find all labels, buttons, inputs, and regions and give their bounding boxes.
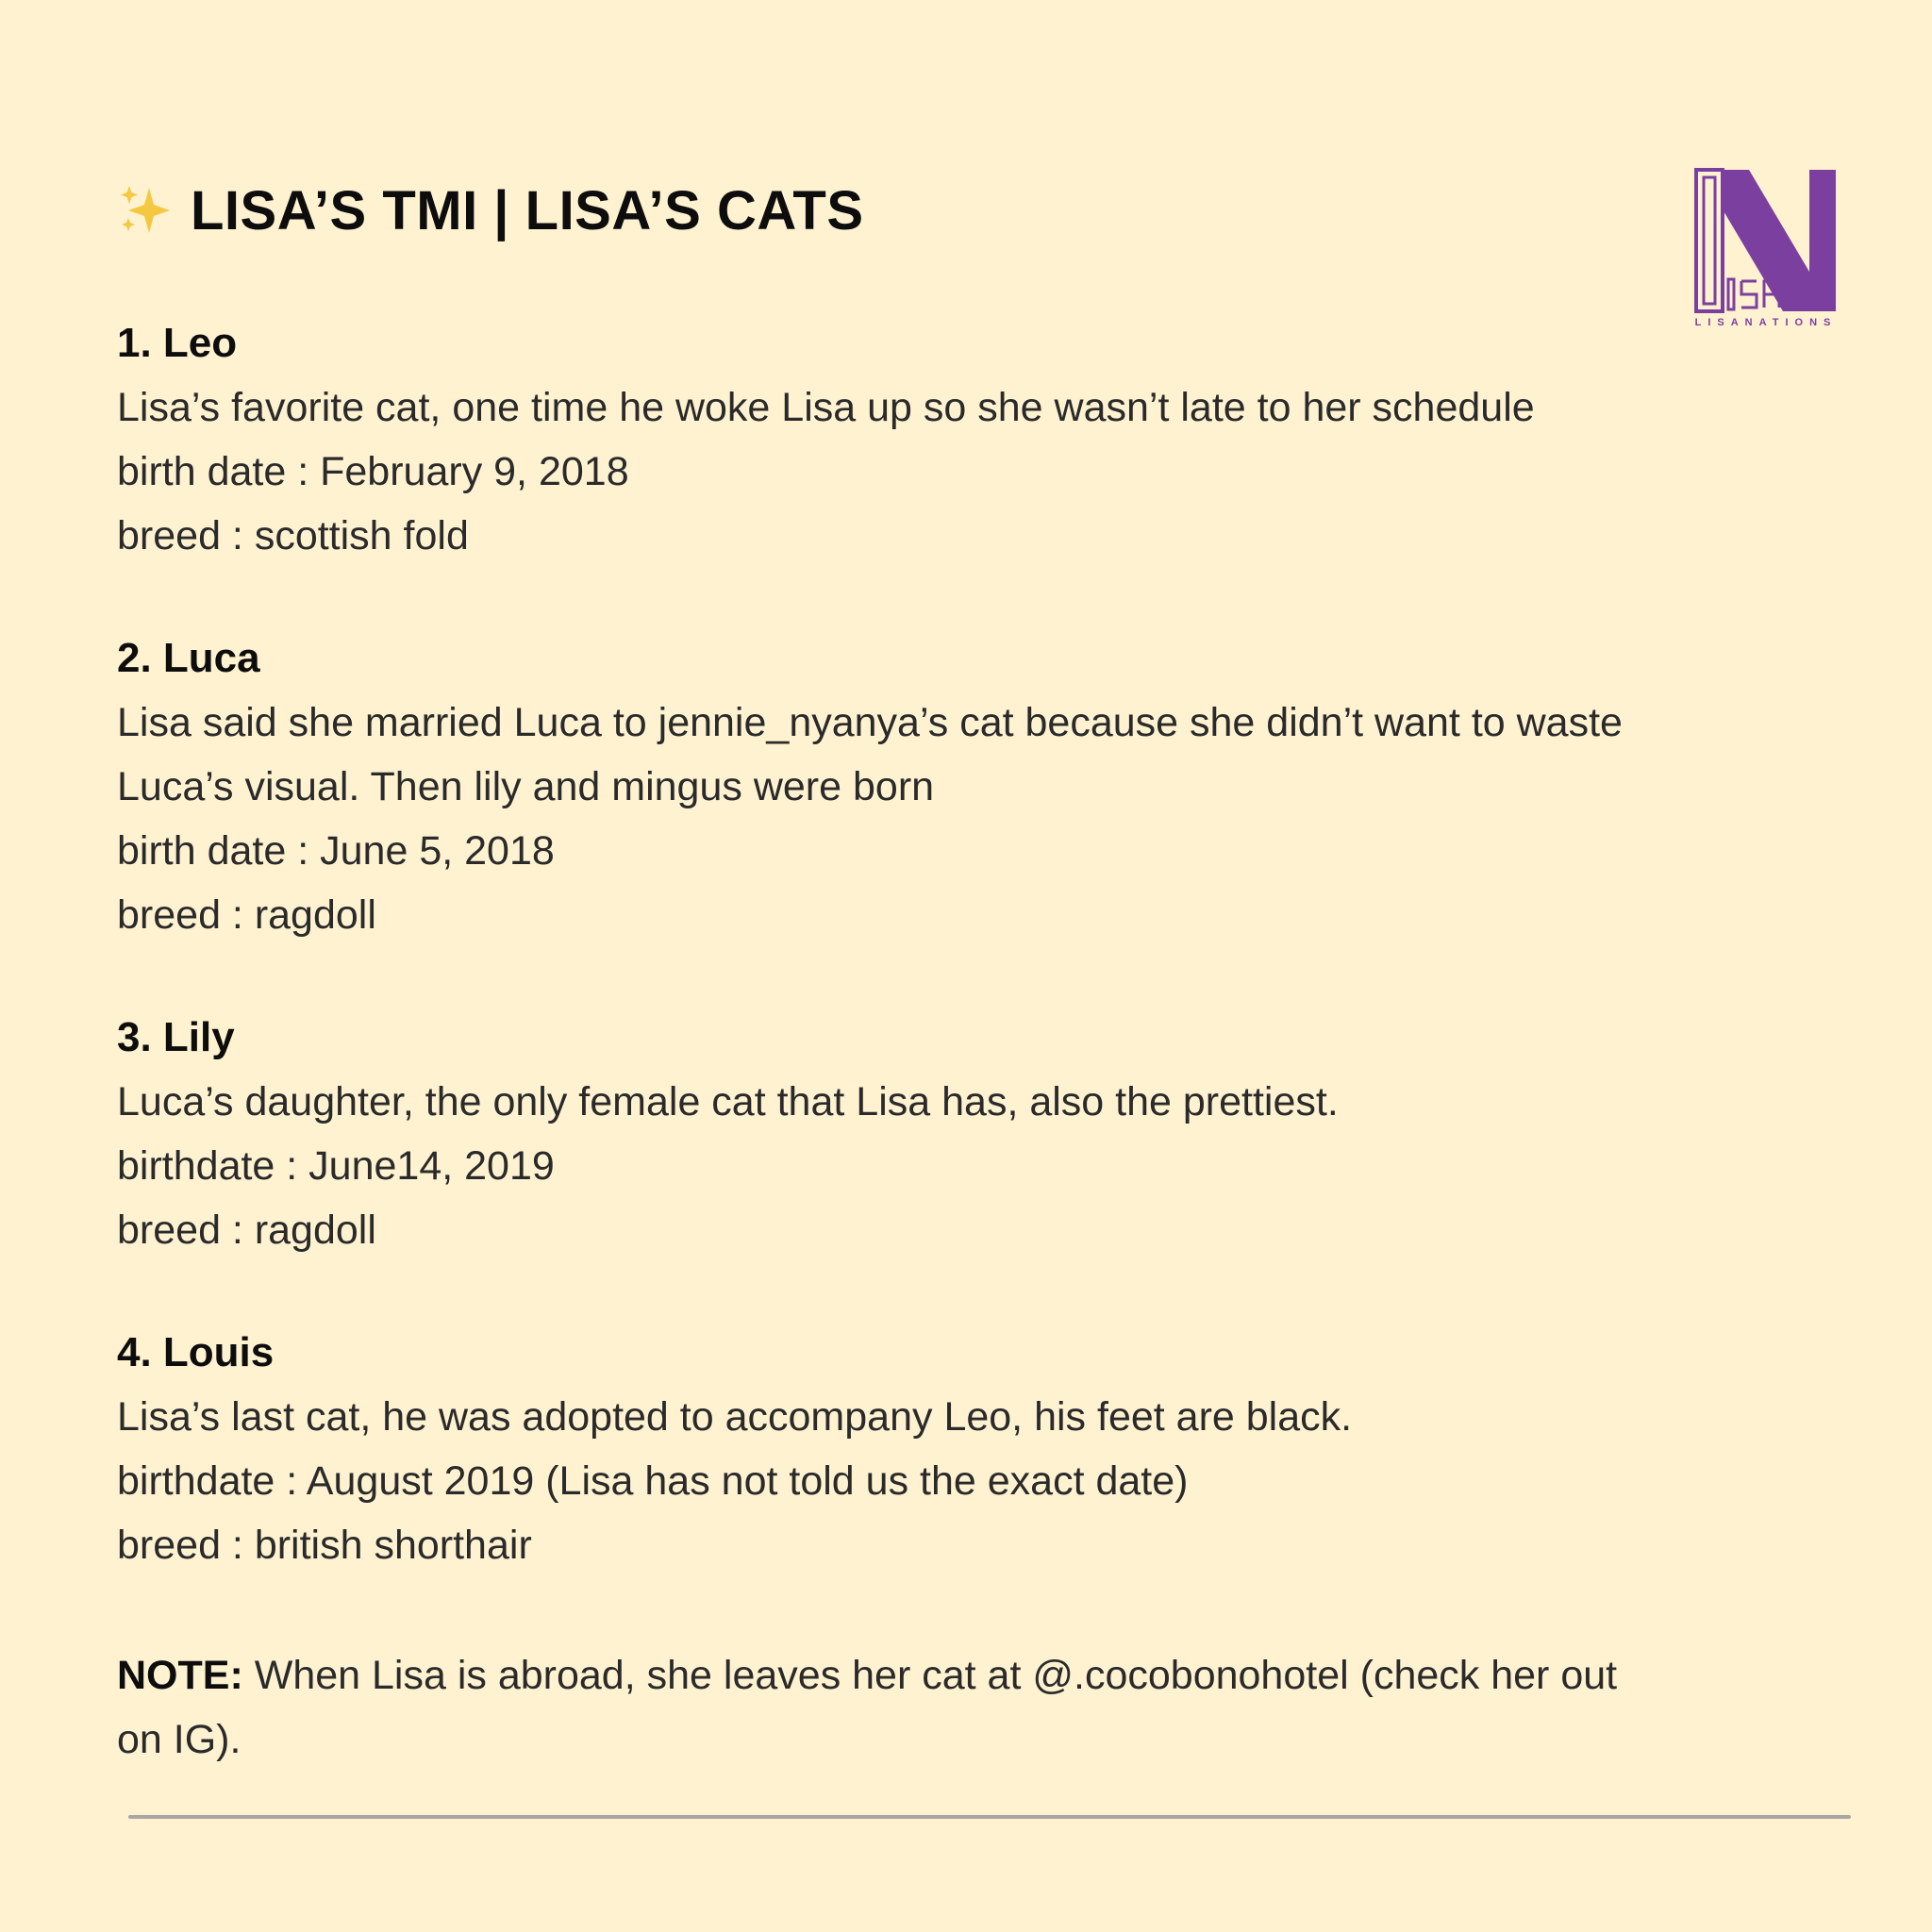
logo-wordmark: LISANATIONS (1694, 317, 1838, 328)
cat-heading: 3. Lily (117, 1014, 235, 1060)
cat-breed: breed : ragdoll (117, 1208, 376, 1253)
cat-description: Lisa’s last cat, he was adopted to accompany Leo, his feet are black. (117, 1394, 1353, 1440)
page-title: LISA’S TMI | LISA’S CATS (191, 179, 864, 242)
cat-description: Lisa said she married Luca to jennie_nyanya’s cat because she didn’t want to waste (117, 700, 1623, 745)
cat-description: Luca’s daughter, the only female cat that Lisa has, also the prettiest. (117, 1079, 1339, 1124)
cat-birth-date: birth date : June 5, 2018 (117, 828, 555, 874)
cat-breed: breed : ragdoll (117, 892, 376, 938)
cat-list (117, 311, 1872, 1772)
cat-birth-date: birthdate : August 2019 (Lisa has not told us the exact date) (117, 1458, 1189, 1504)
bottom-divider (128, 1815, 1851, 1819)
cat-entry-leo (117, 311, 1872, 568)
cat-entry-luca (117, 626, 1872, 947)
cat-description-continued: Luca’s visual. Then lily and mingus were born (117, 764, 935, 809)
cat-heading: 1. Leo (117, 320, 238, 366)
cat-breed: breed : british shorthair (117, 1523, 532, 1568)
cat-heading: 4. Louis (117, 1329, 275, 1375)
cat-birth-date: birth date : February 9, 2018 (117, 449, 629, 494)
title-row (117, 177, 864, 243)
note-paragraph (117, 1643, 1872, 1772)
cat-description: Lisa’s favorite cat, one time he woke Lisa up so she wasn’t late to her schedule (117, 385, 1535, 430)
cat-entry-lily (117, 1006, 1872, 1262)
sparkles-icon (117, 182, 174, 239)
cat-birth-date: birthdate : June14, 2019 (117, 1143, 555, 1189)
cat-breed: breed : scottish fold (117, 513, 469, 558)
note-label: NOTE: (117, 1653, 243, 1698)
cat-heading: 2. Luca (117, 635, 260, 681)
note-text-continued: on IG). (117, 1717, 242, 1762)
cat-entry-louis (117, 1321, 1872, 1577)
note-text: When Lisa is abroad, she leaves her cat at @.cocobonohotel (check her out (242, 1653, 1618, 1698)
lisa-logo (1694, 160, 1838, 330)
